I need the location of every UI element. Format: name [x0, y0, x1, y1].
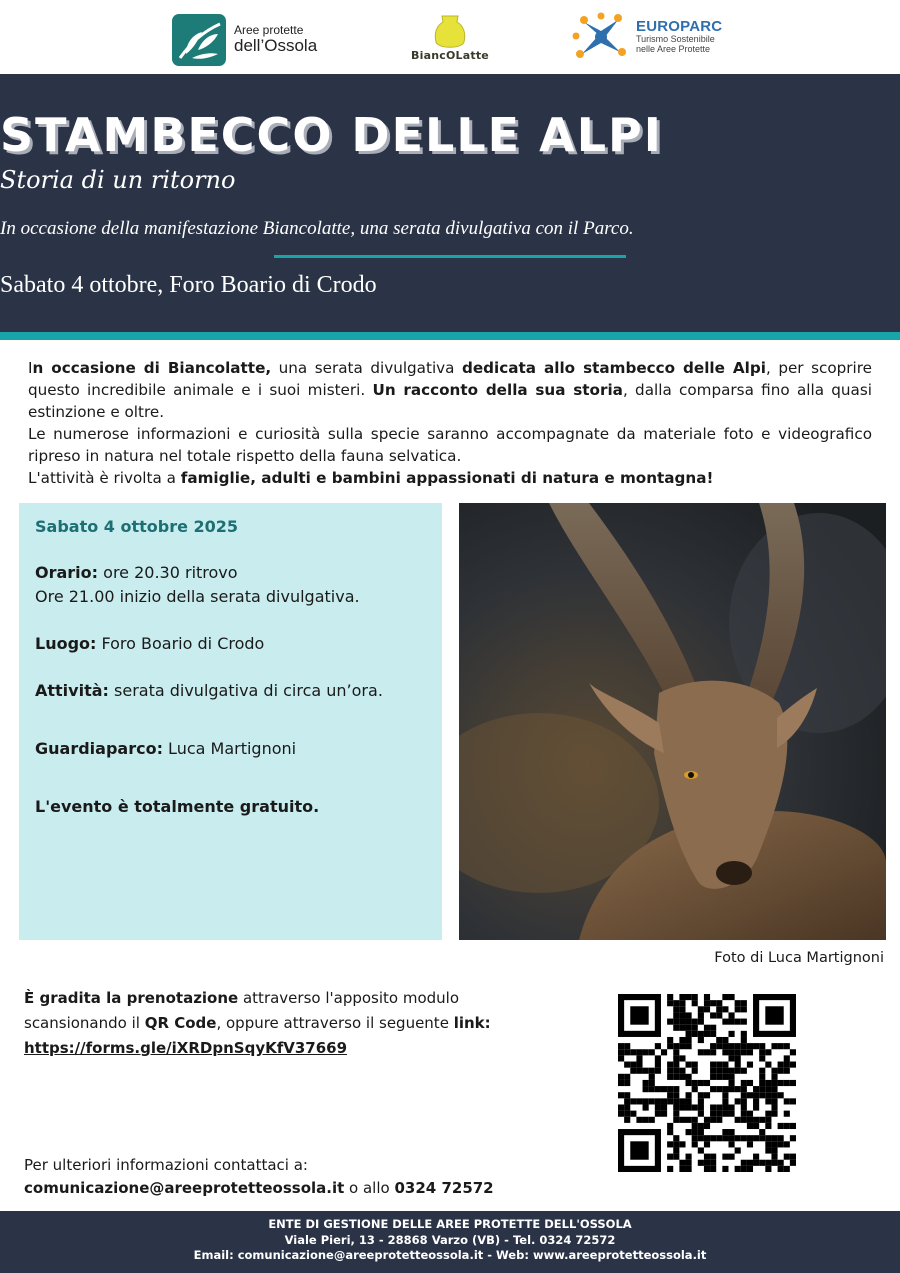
info-orario — [35, 561, 426, 609]
header-divider — [274, 255, 626, 258]
qr-code-icon[interactable] — [618, 994, 796, 1172]
aree-protette-logo — [172, 14, 317, 66]
desc-p1-a: I — [28, 359, 33, 377]
info-free — [35, 795, 426, 819]
attivita-value: serata divulgativa di circa un’ora. — [108, 681, 383, 700]
page-title: STAMBECCO DELLE ALPI — [0, 108, 663, 162]
europarc-logo — [572, 12, 722, 62]
guardia-value: Luca Martignoni — [162, 739, 297, 758]
luogo-value: Foro Boario di Crodo — [96, 634, 265, 653]
header-accent-stripe — [0, 332, 900, 340]
footer-line1: ENTE DI GESTIONE DELLE AREE PROTETTE DELL'OSSOLA — [268, 1217, 632, 1231]
desc-p1-d: dedicata allo stambecco delle Alpi — [462, 359, 766, 377]
attivita-label: Attività: — [35, 681, 109, 700]
booking-a: È gradita la prenotazione — [24, 989, 239, 1007]
page-subtitle: Storia di un ritorno — [0, 166, 236, 194]
booking-d: , oppure attraverso il seguente — [216, 1014, 454, 1032]
event-description — [28, 357, 872, 489]
europarc-line2: Turismo Sostenibile — [636, 34, 715, 45]
desc-p3-a: L'attività è rivolta a — [28, 469, 181, 487]
desc-p1-f: Un racconto della sua storia — [372, 381, 623, 399]
desc-p1-c: una serata divulgativa — [271, 359, 462, 377]
ibex-photo — [459, 503, 886, 940]
desc-p1-b: n occasione di Biancolatte, — [32, 359, 272, 377]
footer-line3: Email: comunicazione@areeprotetteossola.it - Web: www.areeprotetteossola.it — [193, 1248, 707, 1262]
contact-line1: Per ulteriori informazioni contattaci a: — [24, 1156, 308, 1174]
booking-link[interactable]: https://forms.gle/iXRDpnSqyKfV37669 — [24, 1039, 348, 1057]
luogo-label: Luogo: — [35, 634, 97, 653]
desc-p3-b: famiglie, adulti e bambini appassionati di natura e montagna! — [180, 469, 714, 487]
europarc-line3: nelle Aree Protette — [636, 44, 711, 55]
desc-p1-g: , dalla comparsa fino alla quasi estinzione e oltre. — [28, 381, 873, 421]
contact-mid: o allo — [344, 1179, 395, 1197]
europarc-line1: EUROPARC — [636, 17, 723, 35]
aree-logo-line1: Aree protette — [234, 23, 304, 38]
photo-caption: Foto di Luca Martignoni — [714, 950, 884, 966]
biancolatte-logo — [408, 12, 492, 62]
aree-protette-mark-icon — [172, 14, 226, 66]
free-note: L'evento è totalmente gratuito. — [35, 797, 320, 816]
footer-line2: Viale Pieri, 13 - 28868 Varzo (VB) - Tel. 0324 72572 — [284, 1232, 616, 1247]
orario-label: Orario: — [35, 563, 99, 582]
info-luogo — [35, 632, 426, 656]
booking-info — [24, 986, 524, 1061]
booking-e: link: — [453, 1014, 491, 1032]
guardia-label: Guardiaparco: — [35, 739, 163, 758]
desc-p1-e: , per scoprire questo incredibile animale e i suoi misteri. — [28, 359, 872, 399]
desc-p2: Le numerose informazioni e curiosità sulla specie saranno accompagnate da materiale foto e videografico ripreso in natura nel totale rispetto della fauna selvatica. — [28, 425, 872, 465]
orario-value: ore 20.30 ritrovo — [98, 563, 238, 582]
aree-logo-line2: dell’Ossola — [234, 36, 318, 56]
booking-c: QR Code — [144, 1014, 217, 1032]
orario-value2: Ore 21.00 inizio della serata divulgativa. — [35, 587, 360, 606]
info-guardiaparco — [35, 737, 426, 761]
header-intro: In occasione della manifestazione Biancolatte, una serata divulgativa con il Parco. — [0, 218, 634, 239]
info-date: Sabato 4 ottobre 2025 — [35, 517, 239, 536]
milk-jar-icon — [431, 12, 469, 52]
event-info-panel — [19, 503, 442, 940]
footer — [0, 1211, 900, 1273]
booking-b: attraverso l'apposito modulo scansionando il — [24, 989, 460, 1032]
biancolatte-wordmark: BiancOLatte — [411, 49, 489, 62]
europarc-star-icon — [572, 12, 630, 62]
info-attivita — [35, 679, 426, 703]
header-date-place: Sabato 4 ottobre, Foro Boario di Crodo — [0, 272, 377, 298]
ibex-illustration — [459, 503, 886, 940]
logo-bar — [0, 0, 900, 74]
contact-email[interactable]: comunicazione@areeprotetteossola.it — [24, 1179, 345, 1197]
contact-phone[interactable]: 0324 72572 — [394, 1179, 494, 1197]
contact-info — [24, 1154, 624, 1200]
